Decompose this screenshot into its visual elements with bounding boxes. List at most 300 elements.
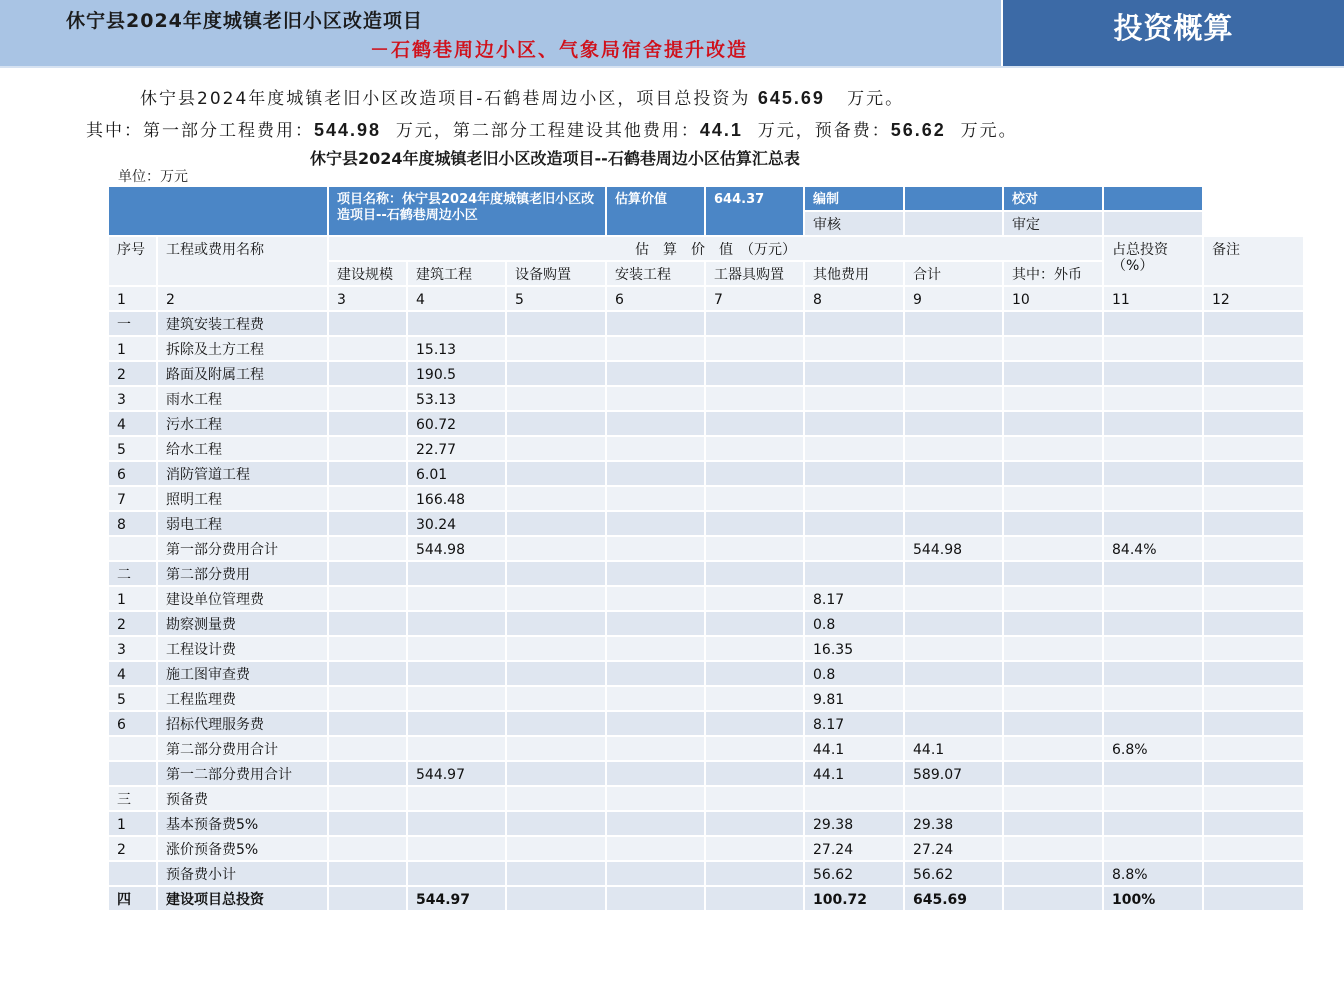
total-investment: 645.69 [757, 88, 825, 108]
cell-building: 544.97 [407, 761, 506, 786]
cell-install [606, 461, 705, 486]
cell-scale [328, 536, 407, 561]
cell-tools [705, 636, 804, 661]
cell-name: 涨价预备费5% [157, 836, 328, 861]
table-row [108, 611, 1304, 636]
cell-tools [705, 861, 804, 886]
cell-other [804, 536, 904, 561]
cell-share [1103, 511, 1203, 536]
project-subtitle: －石鹤巷周边小区、气象局宿舍提升改造 [370, 39, 749, 61]
cell-foreign [1003, 711, 1103, 736]
col-remark: 备注 [1203, 236, 1304, 286]
cell-install [606, 611, 705, 636]
cell-share: 8.8% [1103, 861, 1203, 886]
cell-seq: 一 [108, 311, 157, 336]
cell-scale [328, 436, 407, 461]
cell-sum [904, 411, 1003, 436]
cell-scale [328, 761, 407, 786]
table-row [108, 361, 1304, 386]
cell-name: 建设项目总投资 [157, 886, 328, 911]
cell-name: 施工图审查费 [157, 661, 328, 686]
cell-tools [705, 886, 804, 911]
cell-seq [108, 736, 157, 761]
part1-cost: 544.98 [314, 120, 382, 140]
cell-tools [705, 486, 804, 511]
est-label-cell: 估算价值 [606, 186, 705, 236]
cell-building: 544.97 [407, 886, 506, 911]
cell-share [1103, 461, 1203, 486]
cell-building [407, 836, 506, 861]
cell-building: 190.5 [407, 361, 506, 386]
col-number: 6 [606, 286, 705, 311]
cell-foreign [1003, 311, 1103, 336]
cell-seq: 2 [108, 611, 157, 636]
cell-tools [705, 761, 804, 786]
cell-other [804, 311, 904, 336]
cell-seq: 3 [108, 386, 157, 411]
cell-tools [705, 836, 804, 861]
cell-scale [328, 486, 407, 511]
cell-share [1103, 636, 1203, 661]
cell-tools [705, 786, 804, 811]
cell-install [606, 711, 705, 736]
cell-share [1103, 836, 1203, 861]
cell-seq: 7 [108, 486, 157, 511]
cell-seq [108, 536, 157, 561]
cell-foreign [1003, 736, 1103, 761]
cell-other [804, 436, 904, 461]
approve-value-cell [1103, 211, 1203, 236]
cell-sum [904, 336, 1003, 361]
table-row [108, 411, 1304, 436]
cell-tools [705, 736, 804, 761]
cell-foreign [1003, 761, 1103, 786]
cell-foreign [1003, 811, 1103, 836]
cell-tools [705, 311, 804, 336]
cell-tools [705, 386, 804, 411]
table-row [108, 736, 1304, 761]
cell-scale [328, 561, 407, 586]
cell-equipment [506, 411, 606, 436]
cell-scale [328, 661, 407, 686]
col-share: 占总投资（%） [1103, 236, 1203, 286]
cell-equipment [506, 511, 606, 536]
cell-building [407, 736, 506, 761]
cell-name: 第一二部分费用合计 [157, 761, 328, 786]
cell-building [407, 611, 506, 636]
cell-equipment [506, 611, 606, 636]
cell-tools [705, 461, 804, 486]
cell-install [606, 811, 705, 836]
cell-building: 6.01 [407, 461, 506, 486]
cell-sum: 56.62 [904, 861, 1003, 886]
cell-scale [328, 886, 407, 911]
compile-cell: 编制 [804, 186, 904, 211]
cell-equipment [506, 686, 606, 711]
cell-sum [904, 436, 1003, 461]
cell-install [606, 386, 705, 411]
cell-name: 照明工程 [157, 486, 328, 511]
cell-foreign [1003, 661, 1103, 686]
table-row [108, 386, 1304, 411]
cell-foreign [1003, 336, 1103, 361]
cell-other: 8.17 [804, 711, 904, 736]
cell-other [804, 511, 904, 536]
cell-foreign [1003, 586, 1103, 611]
cell-tools [705, 811, 804, 836]
cell-equipment [506, 361, 606, 386]
cell-sum: 544.98 [904, 536, 1003, 561]
cell-tools [705, 361, 804, 386]
cell-seq: 4 [108, 411, 157, 436]
col-number: 7 [705, 286, 804, 311]
cell-tools [705, 536, 804, 561]
cell-share [1103, 611, 1203, 636]
cell-other: 29.38 [804, 811, 904, 836]
cell-name: 基本预备费5% [157, 811, 328, 836]
cell-other [804, 386, 904, 411]
cell-seq: 四 [108, 886, 157, 911]
cell-tools [705, 336, 804, 361]
col-number: 11 [1103, 286, 1203, 311]
cell-other: 9.81 [804, 686, 904, 711]
cell-remark [1203, 786, 1304, 811]
check-cell: 校对 [1003, 186, 1103, 211]
cell-foreign [1003, 636, 1103, 661]
cell-sum [904, 611, 1003, 636]
table-title: 休宁县2024年度城镇老旧小区改造项目--石鹤巷周边小区估算汇总表 [310, 149, 800, 168]
cell-share [1103, 711, 1203, 736]
cell-seq: 2 [108, 361, 157, 386]
cell-install [606, 561, 705, 586]
cell-scale [328, 586, 407, 611]
cell-foreign [1003, 361, 1103, 386]
cell-remark [1203, 511, 1304, 536]
cell-equipment [506, 736, 606, 761]
cell-seq: 8 [108, 511, 157, 536]
cell-foreign [1003, 411, 1103, 436]
cell-sum [904, 561, 1003, 586]
table-row [108, 761, 1304, 786]
cell-install [606, 836, 705, 861]
cell-seq [108, 861, 157, 886]
cell-name: 污水工程 [157, 411, 328, 436]
cell-other [804, 561, 904, 586]
cell-seq: 3 [108, 636, 157, 661]
cell-other: 44.1 [804, 736, 904, 761]
cell-building: 60.72 [407, 411, 506, 436]
cell-scale [328, 861, 407, 886]
cell-equipment [506, 886, 606, 911]
cell-sum [904, 511, 1003, 536]
cell-sum: 589.07 [904, 761, 1003, 786]
cell-name: 预备费小计 [157, 861, 328, 886]
cell-share [1103, 486, 1203, 511]
cell-remark [1203, 561, 1304, 586]
cell-share: 84.4% [1103, 536, 1203, 561]
cell-foreign [1003, 686, 1103, 711]
cell-name: 建筑安装工程费 [157, 311, 328, 336]
cell-install [606, 361, 705, 386]
col-building: 建筑工程 [407, 261, 506, 286]
cell-install [606, 886, 705, 911]
cell-foreign [1003, 536, 1103, 561]
cell-remark [1203, 336, 1304, 361]
cell-install [606, 486, 705, 511]
cell-scale [328, 836, 407, 861]
cell-share [1103, 361, 1203, 386]
table-row [108, 586, 1304, 611]
unit-label: 单位：万元 [118, 169, 188, 185]
cell-equipment [506, 586, 606, 611]
cell-remark [1203, 461, 1304, 486]
table-row [108, 461, 1304, 486]
cell-share [1103, 761, 1203, 786]
cell-seq: 1 [108, 586, 157, 611]
cell-building [407, 786, 506, 811]
col-number: 5 [506, 286, 606, 311]
cell-building [407, 686, 506, 711]
cell-install [606, 586, 705, 611]
cell-name: 拆除及土方工程 [157, 336, 328, 361]
review-value-cell [904, 211, 1003, 236]
cell-name: 工程设计费 [157, 636, 328, 661]
cell-seq [108, 761, 157, 786]
cell-install [606, 336, 705, 361]
cell-other: 27.24 [804, 836, 904, 861]
cell-scale [328, 611, 407, 636]
cell-other [804, 461, 904, 486]
cell-remark [1203, 361, 1304, 386]
cell-remark [1203, 736, 1304, 761]
col-number: 1 [108, 286, 157, 311]
cell-scale [328, 336, 407, 361]
cell-name: 消防管道工程 [157, 461, 328, 486]
cell-share [1103, 786, 1203, 811]
cell-install [606, 786, 705, 811]
cell-equipment [506, 636, 606, 661]
cell-equipment [506, 811, 606, 836]
cell-name: 弱电工程 [157, 511, 328, 536]
cell-equipment [506, 336, 606, 361]
cell-scale [328, 636, 407, 661]
cell-install [606, 411, 705, 436]
col-number: 4 [407, 286, 506, 311]
cell-remark [1203, 886, 1304, 911]
cell-scale [328, 511, 407, 536]
cell-share [1103, 586, 1203, 611]
cell-sum [904, 486, 1003, 511]
cell-seq: 5 [108, 686, 157, 711]
col-number: 9 [904, 286, 1003, 311]
section-title: 投资概算 [1113, 11, 1234, 45]
project-name-cell: 项目名称：休宁县2024年度城镇老旧小区改造项目--石鹤巷周边小区 [328, 186, 606, 236]
cell-remark [1203, 836, 1304, 861]
cell-sum: 27.24 [904, 836, 1003, 861]
table-row [108, 811, 1304, 836]
cell-seq: 1 [108, 811, 157, 836]
column-header-row-1 [108, 236, 1304, 261]
cell-name: 第一部分费用合计 [157, 536, 328, 561]
cell-sum [904, 461, 1003, 486]
cell-name: 雨水工程 [157, 386, 328, 411]
cell-building: 30.24 [407, 511, 506, 536]
cell-tools [705, 611, 804, 636]
cell-name: 第二部分费用合计 [157, 736, 328, 761]
col-number: 10 [1003, 286, 1103, 311]
cell-name: 路面及附属工程 [157, 361, 328, 386]
table-row [108, 686, 1304, 711]
cell-other [804, 786, 904, 811]
cell-sum [904, 636, 1003, 661]
table-row [108, 886, 1304, 911]
cell-sum [904, 786, 1003, 811]
summary-line-2: 其中：第一部分工程费用：544.98 万元，第二部分工程建设其他费用：44.1 万元，预备费：56.62 万元。 [86, 120, 1018, 141]
cell-other: 0.8 [804, 611, 904, 636]
cell-remark [1203, 436, 1304, 461]
cell-equipment [506, 386, 606, 411]
cell-equipment [506, 436, 606, 461]
cell-scale [328, 786, 407, 811]
cell-scale [328, 686, 407, 711]
cell-remark [1203, 611, 1304, 636]
estimate-table [107, 185, 1305, 912]
cell-scale [328, 736, 407, 761]
cell-other [804, 361, 904, 386]
cell-name: 招标代理服务费 [157, 711, 328, 736]
table-row [108, 711, 1304, 736]
cell-tools [705, 711, 804, 736]
cell-share [1103, 411, 1203, 436]
cell-seq: 1 [108, 336, 157, 361]
cell-name: 建设单位管理费 [157, 586, 328, 611]
cell-building: 53.13 [407, 386, 506, 411]
cell-remark [1203, 761, 1304, 786]
compile-value-cell [904, 186, 1003, 211]
cell-share [1103, 336, 1203, 361]
cell-equipment [506, 836, 606, 861]
col-estimate: 估 算 价 值 （万元） [328, 236, 1103, 261]
cell-foreign [1003, 886, 1103, 911]
cell-tools [705, 661, 804, 686]
cell-name: 给水工程 [157, 436, 328, 461]
cell-sum [904, 361, 1003, 386]
cell-name: 工程监理费 [157, 686, 328, 711]
cell-foreign [1003, 386, 1103, 411]
cell-remark [1203, 861, 1304, 886]
cell-other: 56.62 [804, 861, 904, 886]
cell-remark [1203, 586, 1304, 611]
cell-building [407, 311, 506, 336]
cell-seq: 三 [108, 786, 157, 811]
summary-line-1: 休宁县2024年度城镇老旧小区改造项目-石鹤巷周边小区，项目总投资为 645.69 万元。 [140, 88, 905, 109]
cell-remark [1203, 386, 1304, 411]
col-scale: 建设规模 [328, 261, 407, 286]
cell-name: 第二部分费用 [157, 561, 328, 586]
col-number: 2 [157, 286, 328, 311]
cell-share [1103, 561, 1203, 586]
cell-tools [705, 561, 804, 586]
table-row [108, 311, 1304, 336]
cell-install [606, 861, 705, 886]
cell-remark [1203, 311, 1304, 336]
cell-building [407, 811, 506, 836]
cell-foreign [1003, 861, 1103, 886]
cell-share [1103, 661, 1203, 686]
cell-equipment [506, 486, 606, 511]
cell-building [407, 586, 506, 611]
part2-cost: 44.1 [699, 120, 743, 140]
cell-sum: 645.69 [904, 886, 1003, 911]
cell-share [1103, 311, 1203, 336]
cell-scale [328, 811, 407, 836]
cell-foreign [1003, 436, 1103, 461]
cell-install [606, 311, 705, 336]
table-row [108, 861, 1304, 886]
cell-other: 0.8 [804, 661, 904, 686]
cell-foreign [1003, 561, 1103, 586]
review-cell: 审核 [804, 211, 904, 236]
cell-building: 544.98 [407, 536, 506, 561]
cell-install [606, 686, 705, 711]
cell-tools [705, 511, 804, 536]
cell-sum [904, 311, 1003, 336]
cell-foreign [1003, 786, 1103, 811]
cell-share [1103, 811, 1203, 836]
cell-foreign [1003, 836, 1103, 861]
head-blank [108, 186, 328, 236]
cell-foreign [1003, 486, 1103, 511]
cell-other: 100.72 [804, 886, 904, 911]
cell-equipment [506, 861, 606, 886]
cell-install [606, 536, 705, 561]
cell-scale [328, 461, 407, 486]
col-foreign: 其中：外币 [1003, 261, 1103, 286]
cell-foreign [1003, 511, 1103, 536]
cell-building: 15.13 [407, 336, 506, 361]
cell-other: 16.35 [804, 636, 904, 661]
cell-seq: 二 [108, 561, 157, 586]
cell-seq: 2 [108, 836, 157, 861]
cell-tools [705, 436, 804, 461]
table-row [108, 661, 1304, 686]
cell-tools [705, 686, 804, 711]
table-row [108, 536, 1304, 561]
cell-sum [904, 386, 1003, 411]
cell-name: 勘察测量费 [157, 611, 328, 636]
col-sum: 合计 [904, 261, 1003, 286]
col-install: 安装工程 [606, 261, 705, 286]
col-number: 12 [1203, 286, 1304, 311]
cell-share [1103, 436, 1203, 461]
cell-other [804, 411, 904, 436]
cell-scale [328, 361, 407, 386]
table-row [108, 786, 1304, 811]
cell-sum [904, 586, 1003, 611]
cell-remark [1203, 711, 1304, 736]
est-value-cell: 644.37 [705, 186, 804, 236]
cell-building: 166.48 [407, 486, 506, 511]
cell-building: 22.77 [407, 436, 506, 461]
cell-tools [705, 586, 804, 611]
cell-install [606, 761, 705, 786]
cell-equipment [506, 661, 606, 686]
cell-remark [1203, 636, 1304, 661]
cell-foreign [1003, 611, 1103, 636]
cell-sum: 44.1 [904, 736, 1003, 761]
cell-remark [1203, 811, 1304, 836]
cell-building [407, 861, 506, 886]
